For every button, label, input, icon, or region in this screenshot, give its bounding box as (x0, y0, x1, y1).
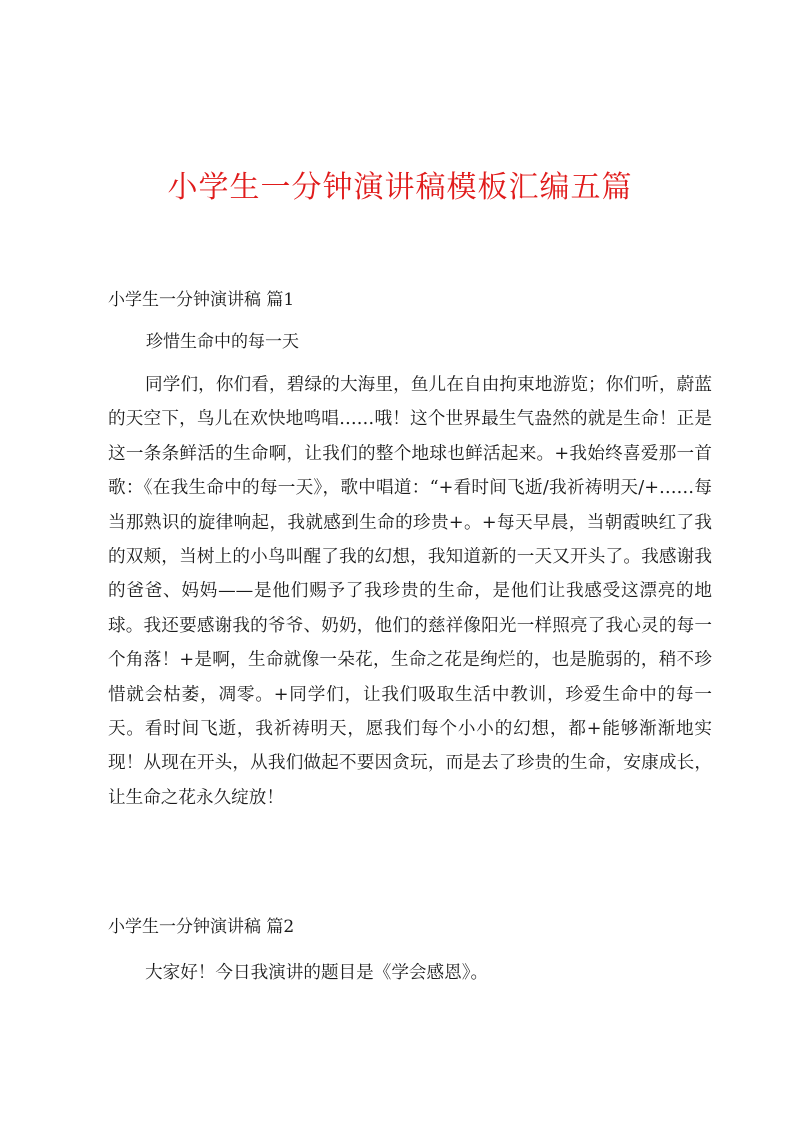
document-title: 小学生一分钟演讲稿模板汇编五篇 (167, 170, 633, 205)
section-1-heading: 小学生一分钟演讲稿 篇1 (108, 290, 295, 310)
section-1-subtitle: 珍惜生命中的每一天 (146, 332, 299, 352)
section-2-heading: 小学生一分钟演讲稿 篇2 (108, 917, 295, 937)
section-1-paragraph: 同学们，你们看，碧绿的大海里，鱼儿在自由拘束地游览；你们听，蔚蓝的天空下，鸟儿在欢快地鸣唱……哦！这个世界最生气盎然的就是生命！正是这一条条鲜活的生命啊，让我们的整个地球也鲜活起来。+我始终喜爱那一首歌：《在我生命中的每一天》，歌中唱道：“+看时间飞逝/我祈祷明天/+……每当那熟识的旋律响起，我就感到生命的珍贵+。+每天早晨，当朝霞映红了我的双颊，当树上的小鸟叫醒了我的幻想，我知道新的一天又开头了。我感谢我的爸爸、妈妈——是他们赐予了我珍贵的生命，是他们让我感受这漂亮的地球。我还要感谢我的爷爷、奶奶，他们的慈祥像阳光一样照亮了我心灵的每一个角落！+是啊，生命就像一朵花，生命之花是绚烂的，也是脆弱的，稍不珍惜就会枯萎，凋零。+同学们，让我们吸取生活中教训，珍爱生命中的每一天。看时间飞逝，我祈祷明天，愿我们每个小小的幻想，都+能够渐渐地实现！从现在开头，从我们做起不要因贪玩，而是去了珍贵的生命，安康成长，让生命之花永久绽放！ (108, 375, 712, 808)
section-2-paragraph: 大家好！今日我演讲的题目是《学会感恩》。 (145, 963, 489, 983)
